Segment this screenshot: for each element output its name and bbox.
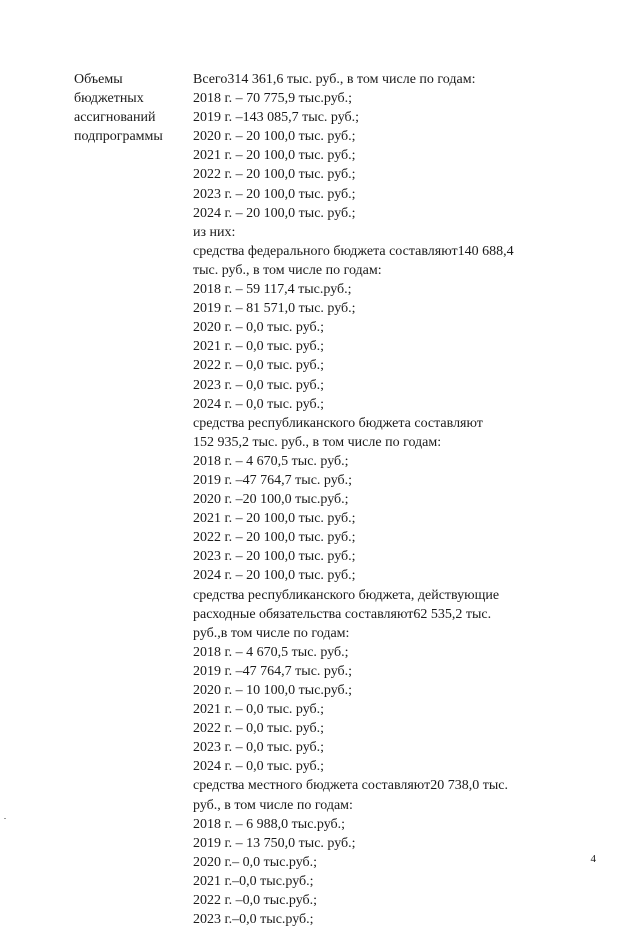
- content-line: 2023 г. – 0,0 тыс. руб.;: [193, 377, 325, 393]
- scan-speck: [4, 818, 6, 819]
- content-line: 2020 г.– 0,0 тыс.руб.;: [193, 854, 318, 870]
- content-line: 2023 г. – 20 100,0 тыс. руб.;: [193, 549, 356, 565]
- budget-label-line: ассигнований: [74, 110, 156, 125]
- content-line: 2022 г. – 20 100,0 тыс. руб.;: [193, 167, 356, 183]
- content-line: 2021 г.–0,0 тыс.руб.;: [193, 873, 314, 889]
- content-line: 2021 г. – 20 100,0 тыс. руб.;: [193, 511, 356, 527]
- content-line: средства местного бюджета составляют20 738,0 тыс.: [193, 778, 508, 794]
- content-line: 2023 г.–0,0 тыс.руб.;: [193, 912, 314, 928]
- content-line: Всего314 361,6 тыс. руб., в том числе по годам:: [193, 72, 476, 87]
- content-line: руб.,в том числе по годам:: [193, 625, 350, 641]
- content-line: 2020 г. – 10 100,0 тыс.руб.;: [193, 683, 353, 698]
- content-line: 2024 г. – 0,0 тыс. руб.;: [193, 396, 325, 412]
- content-line: 2023 г. – 20 100,0 тыс. руб.;: [193, 186, 356, 202]
- content-line: средства федерального бюджета составляют140 688,4: [193, 243, 514, 259]
- content-line: 2021 г. – 0,0 тыс. руб.;: [193, 339, 325, 355]
- budget-label-line: подпрограммы: [74, 129, 163, 144]
- page-number: 4: [590, 853, 596, 865]
- budget-label: [74, 70, 184, 146]
- content-line: средства республиканского бюджета составляют: [193, 415, 483, 431]
- content-line: 2018 г. – 70 775,9 тыс.руб.;: [193, 91, 353, 107]
- content-line: руб., в том числе по годам:: [193, 797, 353, 813]
- budget-label-line: бюджетных: [74, 91, 144, 106]
- content-line: 2018 г. – 6 988,0 тыс.руб.;: [193, 816, 346, 832]
- content-line: 2022 г. – 20 100,0 тыс. руб.;: [193, 530, 356, 546]
- content-line: 2021 г. – 20 100,0 тыс. руб.;: [193, 148, 356, 164]
- content-line: 2023 г. – 0,0 тыс. руб.;: [193, 740, 325, 756]
- content-line: 2019 г. –143 085,7 тыс. руб.;: [193, 110, 360, 126]
- content-line: 2020 г. – 20 100,0 тыс. руб.;: [193, 129, 356, 145]
- budget-content: [193, 70, 603, 929]
- content-line: 2024 г. – 20 100,0 тыс. руб.;: [193, 205, 356, 221]
- content-line: 2019 г. – 13 750,0 тыс. руб.;: [193, 835, 356, 851]
- content-line: 2024 г. – 0,0 тыс. руб.;: [193, 759, 325, 775]
- content-line: из них:: [193, 224, 236, 240]
- content-line: 2022 г. –0,0 тыс.руб.;: [193, 893, 318, 909]
- content-line: 2021 г. – 0,0 тыс. руб.;: [193, 702, 325, 718]
- content-line: 2018 г. – 59 117,4 тыс.руб.;: [193, 282, 352, 298]
- content-line: 2022 г. – 0,0 тыс. руб.;: [193, 721, 325, 737]
- content-line: 2018 г. – 4 670,5 тыс. руб.;: [193, 453, 349, 469]
- content-line: 2019 г. – 81 571,0 тыс. руб.;: [193, 301, 356, 317]
- content-line: 2022 г. – 0,0 тыс. руб.;: [193, 358, 325, 374]
- content-line: тыс. руб., в том числе по годам:: [193, 262, 382, 278]
- content-line: 2019 г. –47 764,7 тыс. руб.;: [193, 663, 353, 679]
- content-line: 2018 г. – 4 670,5 тыс. руб.;: [193, 644, 349, 660]
- content-line: 2020 г. – 0,0 тыс. руб.;: [193, 320, 325, 336]
- content-line: 152 935,2 тыс. руб., в том числе по годам:: [193, 434, 442, 450]
- budget-label-line: Объемы: [74, 72, 123, 87]
- content-line: 2019 г. –47 764,7 тыс. руб.;: [193, 472, 353, 488]
- content-line: 2020 г. –20 100,0 тыс.руб.;: [193, 492, 349, 508]
- content-line: 2024 г. – 20 100,0 тыс. руб.;: [193, 568, 356, 584]
- content-line: расходные обязательства составляют62 535,2 тыс.: [193, 606, 492, 622]
- content-line: средства республиканского бюджета, действующие: [193, 587, 500, 603]
